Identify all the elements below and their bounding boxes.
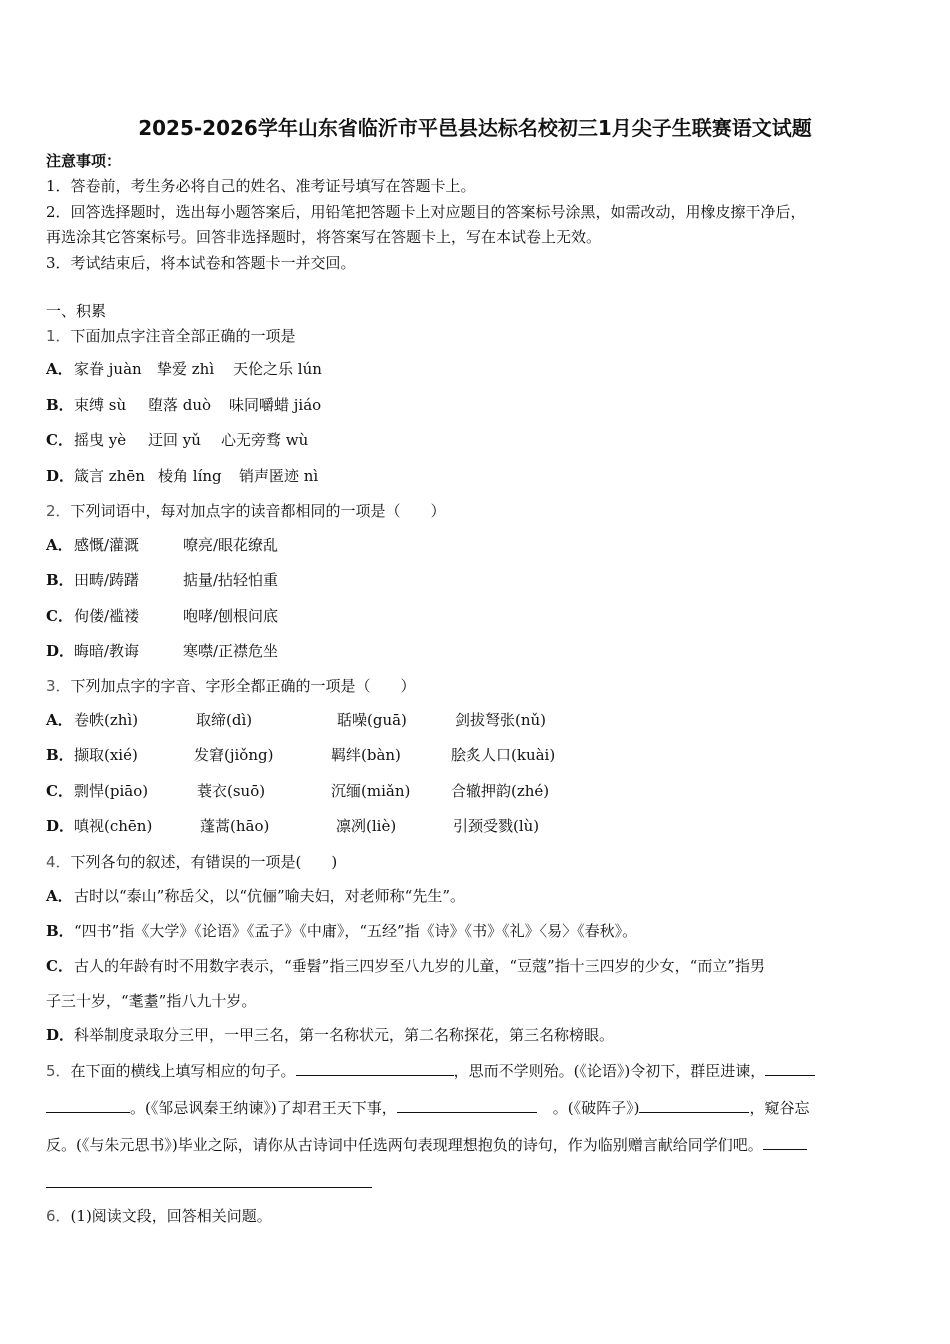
option-item: 合辙押韵(zhé) [451,782,550,800]
option-item: 蓬蒿(hāo) [200,817,270,835]
question-number: 3． [46,677,71,695]
option-item: 剑拔弩张(nǔ) [455,711,547,729]
option-item: 销声匿迹 nì [239,467,319,485]
notice-item: 3．考试结束后，将本试卷和答题卡一并交回。 [46,254,356,272]
option-item: 蓑衣(suō) [197,782,266,800]
option-item: 迂回 yǔ [148,431,201,449]
option-item: 凛冽(liè) [336,817,397,835]
question-1-stem [46,326,296,346]
question-text: 下列加点字的字音、字形全都正确的一项是（ ） [70,677,416,695]
answer-blank[interactable] [765,1059,815,1076]
question-text: ，窥谷忘 [749,1099,810,1117]
option-key: A． [46,887,73,905]
option-text: “四书”指《大学》《论语》《孟子》《中庸》，“五经”指《诗》《书》《礼》〈易〉《春秋》。 [74,922,638,940]
question-text: 在下面的横线上填写相应的句子。 [70,1062,296,1080]
answer-blank[interactable] [46,1096,130,1113]
option-key: D． [46,467,75,485]
q1-option-c [46,430,74,450]
option-key: A． [46,360,73,378]
option-item: 卷帙(zhì) [74,711,139,729]
q3-option-a [46,710,74,730]
option-item: 堕落 duò [148,396,212,414]
notice-item: 再选涂其它答案标号。回答非选择题时，将答案写在答题卡上，写在本试卷上无效。 [46,228,602,246]
option-item: 箴言 zhēn [74,467,145,485]
q2-option-a [46,535,74,555]
option-item: 味同嚼蜡 jiáo [229,396,322,414]
option-key: C． [46,607,73,625]
answer-line[interactable] [46,1187,372,1188]
question-number: 6． [46,1207,71,1225]
notice-heading: 注意事项： [46,152,122,170]
option-item: 引颈受戮(lù) [453,817,540,835]
option-key: D． [46,817,75,835]
option-item: 佝偻/褴褛 [74,607,140,625]
q2-option-b [46,570,74,590]
question-text: 下列各句的叙述，有错误的一项是( ) [70,853,338,871]
option-text: 古人的年龄有时不用数字表示，“垂髫”指三四岁至八九岁的儿童，“豆蔻”指十三四岁的少女，“而立”指男 [74,957,766,975]
answer-blank[interactable] [296,1059,454,1076]
section-heading: 一、积累 [46,302,107,320]
option-item: 挚爱 zhì [157,360,215,378]
option-key: C． [46,782,73,800]
q3-option-b [46,745,74,765]
option-item: 撷取(xié) [74,746,138,764]
notice-item: 2．回答选择题时，选出每小题答案后，用铅笔把答题卡上对应题目的答案标号涂黑，如需改动，用橡皮擦干净后， [46,203,806,221]
question-text: (1)阅读文段，回答相关问题。 [70,1207,272,1225]
answer-blank[interactable] [763,1133,807,1150]
q4-option-a [46,886,465,906]
option-item: 取缔(dì) [196,711,253,729]
option-key: C． [46,431,73,449]
q4-option-d [46,1025,614,1045]
option-item: 脍炙人口(kuài) [451,746,556,764]
question-number: 1． [46,327,71,345]
question-number: 4． [46,853,71,871]
question-2-stem [46,501,446,521]
q4-option-c [46,956,765,976]
q1-option-d [46,466,74,486]
q3-option-c [46,781,74,801]
option-item: 天伦之乐 lún [233,360,322,378]
option-item: 心无旁骛 wù [221,431,309,449]
option-item: 感慨/灌溉 [74,536,140,554]
option-item: 剽悍(piāo) [74,782,149,800]
question-6-stem [46,1206,272,1226]
option-item: 田畴/踌躇 [74,571,140,589]
q4-option-b [46,921,637,941]
option-item: 嗔视(chēn) [74,817,153,835]
option-item: 晦暗/教诲 [74,642,140,660]
option-item: 沉缅(miǎn) [331,782,411,800]
question-3-stem [46,676,416,696]
option-key: C． [46,957,73,975]
option-item: 家眷 juàn [74,360,142,378]
option-item: 嘹亮/眼花缭乱 [183,536,279,554]
question-text: 下列词语中，每对加点字的读音都相同的一项是（ ） [70,502,446,520]
q3-option-d [46,816,74,836]
option-text-continued: 子三十岁，“耄耋”指八九十岁。 [46,992,257,1010]
option-item: 棱角 líng [158,467,222,485]
option-item: 摇曳 yè [74,431,127,449]
option-key: D． [46,1026,75,1044]
option-item: 羁绊(bàn) [331,746,401,764]
option-item: 掂量/拈轻怕重 [183,571,279,589]
question-4-stem [46,852,337,872]
page-title: 2025-2026学年山东省临沂市平邑县达标名校初三1月尖子生联赛语文试题 [138,116,812,140]
option-text: 古时以“泰山”称岳父，以“伉俪”喻夫妇，对老师称“先生”。 [74,887,466,905]
question-5-line-2 [46,1096,809,1118]
option-key: D． [46,642,75,660]
option-key: B． [46,571,74,589]
question-text: 。(《邹忌讽秦王纳谏》)了却君王天下事， [130,1099,397,1117]
question-5-line-1 [46,1059,815,1081]
question-number: 2． [46,502,71,520]
notice-item: 1．答卷前，考生务必将自己的姓名、准考证号填写在答题卡上。 [46,177,476,195]
option-key: B． [46,922,74,940]
option-item: 发窘(jiǒng) [194,746,274,764]
option-key: B． [46,746,74,764]
question-text: 。(《破阵子》) [552,1099,640,1117]
q1-option-a [46,359,74,379]
answer-blank[interactable] [639,1096,749,1113]
option-text: 科举制度录取分三甲，一甲三名，第一名称状元，第二名称探花，第三名称榜眼。 [74,1026,615,1044]
question-number: 5． [46,1062,71,1080]
question-text: 反。(《与朱元思书》)毕业之际，请你从古诗词中任选两句表现理想抱负的诗句，作为临别赠言献给同学们吧。 [46,1136,763,1154]
option-key: B． [46,396,74,414]
q1-option-b [46,395,74,415]
answer-blank[interactable] [397,1096,537,1113]
option-key: A． [46,536,73,554]
question-text: 下面加点字注音全部正确的一项是 [70,327,296,345]
question-5-line-3 [46,1133,807,1155]
option-item: 寒噤/正襟危坐 [183,642,279,660]
option-item: 咆哮/刨根问底 [183,607,279,625]
q2-option-c [46,606,74,626]
q2-option-d [46,641,74,661]
question-text: ，思而不学则殆。(《论语》)令初下，群臣进谏， [453,1062,766,1080]
option-item: 束缚 sù [74,396,127,414]
option-item: 聒噪(guā) [337,711,407,729]
option-key: A． [46,711,73,729]
